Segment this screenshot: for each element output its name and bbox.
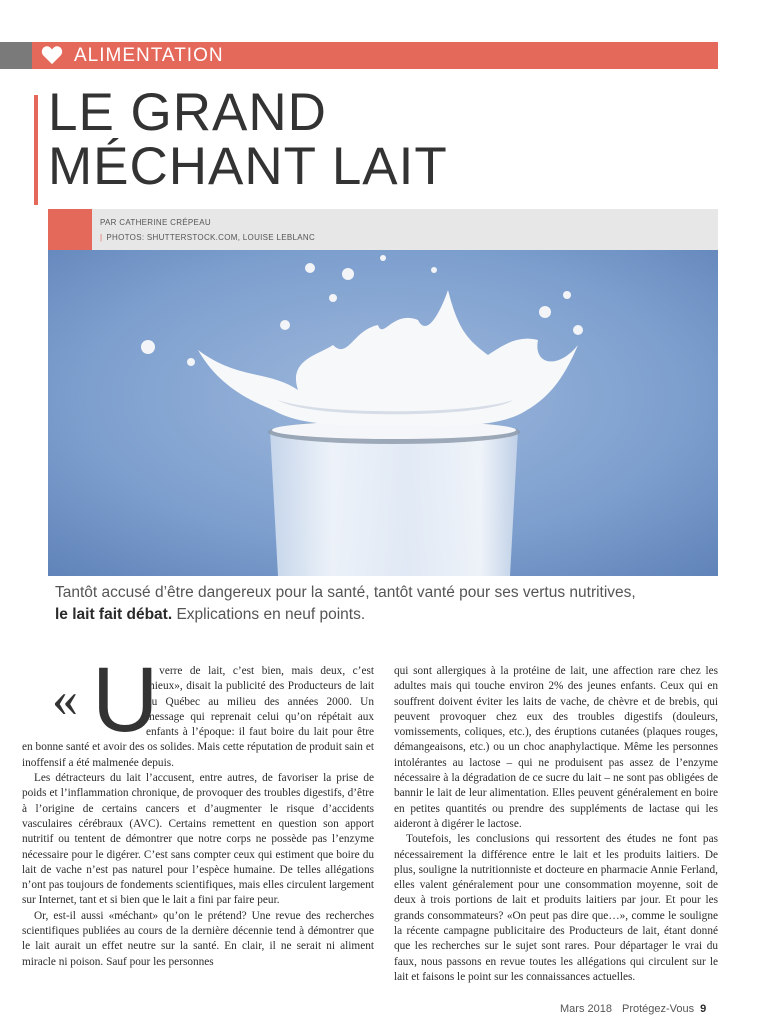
page-footer (560, 1003, 706, 1015)
credit-separator: | (100, 233, 103, 242)
title-line-2: MÉCHANT LAIT (48, 137, 448, 196)
heart-icon (41, 45, 63, 65)
page-title (48, 83, 448, 196)
section-bar-grey-tab (0, 42, 32, 69)
page-number: 9 (700, 1003, 707, 1015)
title-line-1: LE GRAND (48, 83, 327, 142)
body-column-left (22, 649, 374, 970)
lede-text: Tantôt accusé d’être dangereux pour la santé, tantôt vanté pour ses vertus nutritives, (55, 584, 636, 601)
drop-cap (22, 649, 159, 751)
drop-cap-quote: « (52, 671, 78, 728)
section-header-bar (0, 42, 718, 69)
body-paragraph: qui sont allergiques à la protéine de lait, une affection rare chez les adultes mais qui touche environ 2% des jeunes enfants. Ceux qui en souffrent doivent éviter les laits de vache, de chèvre et de brebis, qui peuvent provoquer chez eux des troubles digestifs (douleurs, vomissements, coliques, etc.), des éruptions cutanées (plaques rouges, démangeaisons, etc.) ou un choc anaphylactique. Même les personnes intolérantes au lactose – qui ne produisent pas assez de l’enzyme nécessaire à la dégradation de ce sucre du lait – ne sont pas obligées de bannir le lait de leur alimentation. Elles peuvent généralement en boire en petites quantités ou prendre des suppléments de lactase qui les aideront à digérer le lactose. (394, 665, 718, 830)
lede-bold: le lait fait débat. (55, 606, 173, 623)
credits-accent-block (48, 209, 92, 250)
issue-date: Mars 2018 (560, 1003, 612, 1015)
photo-credit (100, 233, 315, 242)
magazine-name: Protégez-Vous (621, 1003, 695, 1015)
photo-credit-text: PHOTOS: SHUTTERSTOCK.COM, LOUISE LEBLANC (106, 233, 316, 242)
body-paragraph: Les détracteurs du lait l’accusent, entre autres, de favoriser la prise de poids et l’inflammation chronique, de provoquer des troubles digestifs, d’être à l’origine de certains cancers et d’augmenter le risque d’accidents vasculaires cérébraux (AVC). Certains remettent en question son apport nutritif ou tentent de démontrer que notre corps ne possède pas l’enzyme nécessaire pour le digérer. C’est sans compter ceux qui estiment que boire du lait de vache n’est pas naturel pour l’espèce humaine. De telles allégations n’ont pas toujours de fondements scientifiques, mais elles circulent largement sur Internet, tant et si bien que le lait a fini par faire peur. (22, 772, 374, 907)
body-paragraph: n verre de lait, c’est bien, mais deux, c’est mieux», disait la publicité des Producteurs de lait du Québec au milieu des années 2000. Un message qui reprenait celui qu’on répétait aux enfants à l’époque: il faut boire du lait pour être en bonne santé et avoir des os solides. Mais cette réputation de produit sain et inoffensif a été malmenée depuis. (22, 665, 374, 769)
milk-splash-photo (48, 250, 718, 576)
lede-text-end: Explications en neuf points. (172, 606, 366, 623)
article-lede (55, 582, 715, 626)
drop-cap-letter: U (92, 649, 159, 751)
author-credit: PAR CATHERINE CRÉPEAU (100, 218, 211, 227)
title-accent-rule (34, 95, 38, 205)
section-label: ALIMENTATION (74, 45, 224, 66)
body-column-right (394, 664, 718, 985)
body-paragraph: Toutefois, les conclusions qui ressortent des études ne font pas nécessairement la différence entre le lait et les produits laitiers. De plus, souligne la nutritionniste et docteure en pharmacie Annie Ferland, elles valent généralement pour une consommation moyenne, soit de deux à trois portions de lait et produits laitiers par jour. Et pour les grands consommateurs? «On peut pas dire que…», comme le souligne la récente campagne publicitaire des Producteurs de lait, étant donné que les recherches sur le sujet sont rares. Pour départager le vrai du faux, nous passons en revue toutes les allégations qui circulent sur le lait et faisons le point sur les connaissances actuelles. (394, 833, 718, 983)
credits-bar (48, 209, 718, 250)
body-paragraph: Or, est-il aussi «méchant» qu’on le prétend? Une revue des recherches scientifiques publiées au cours de la dernière décennie tend à démontrer que le lait aurait un effet neutre sur la santé. En clair, il ne serait ni aliment miracle ni poison. Sauf pour les personnes (22, 909, 374, 968)
